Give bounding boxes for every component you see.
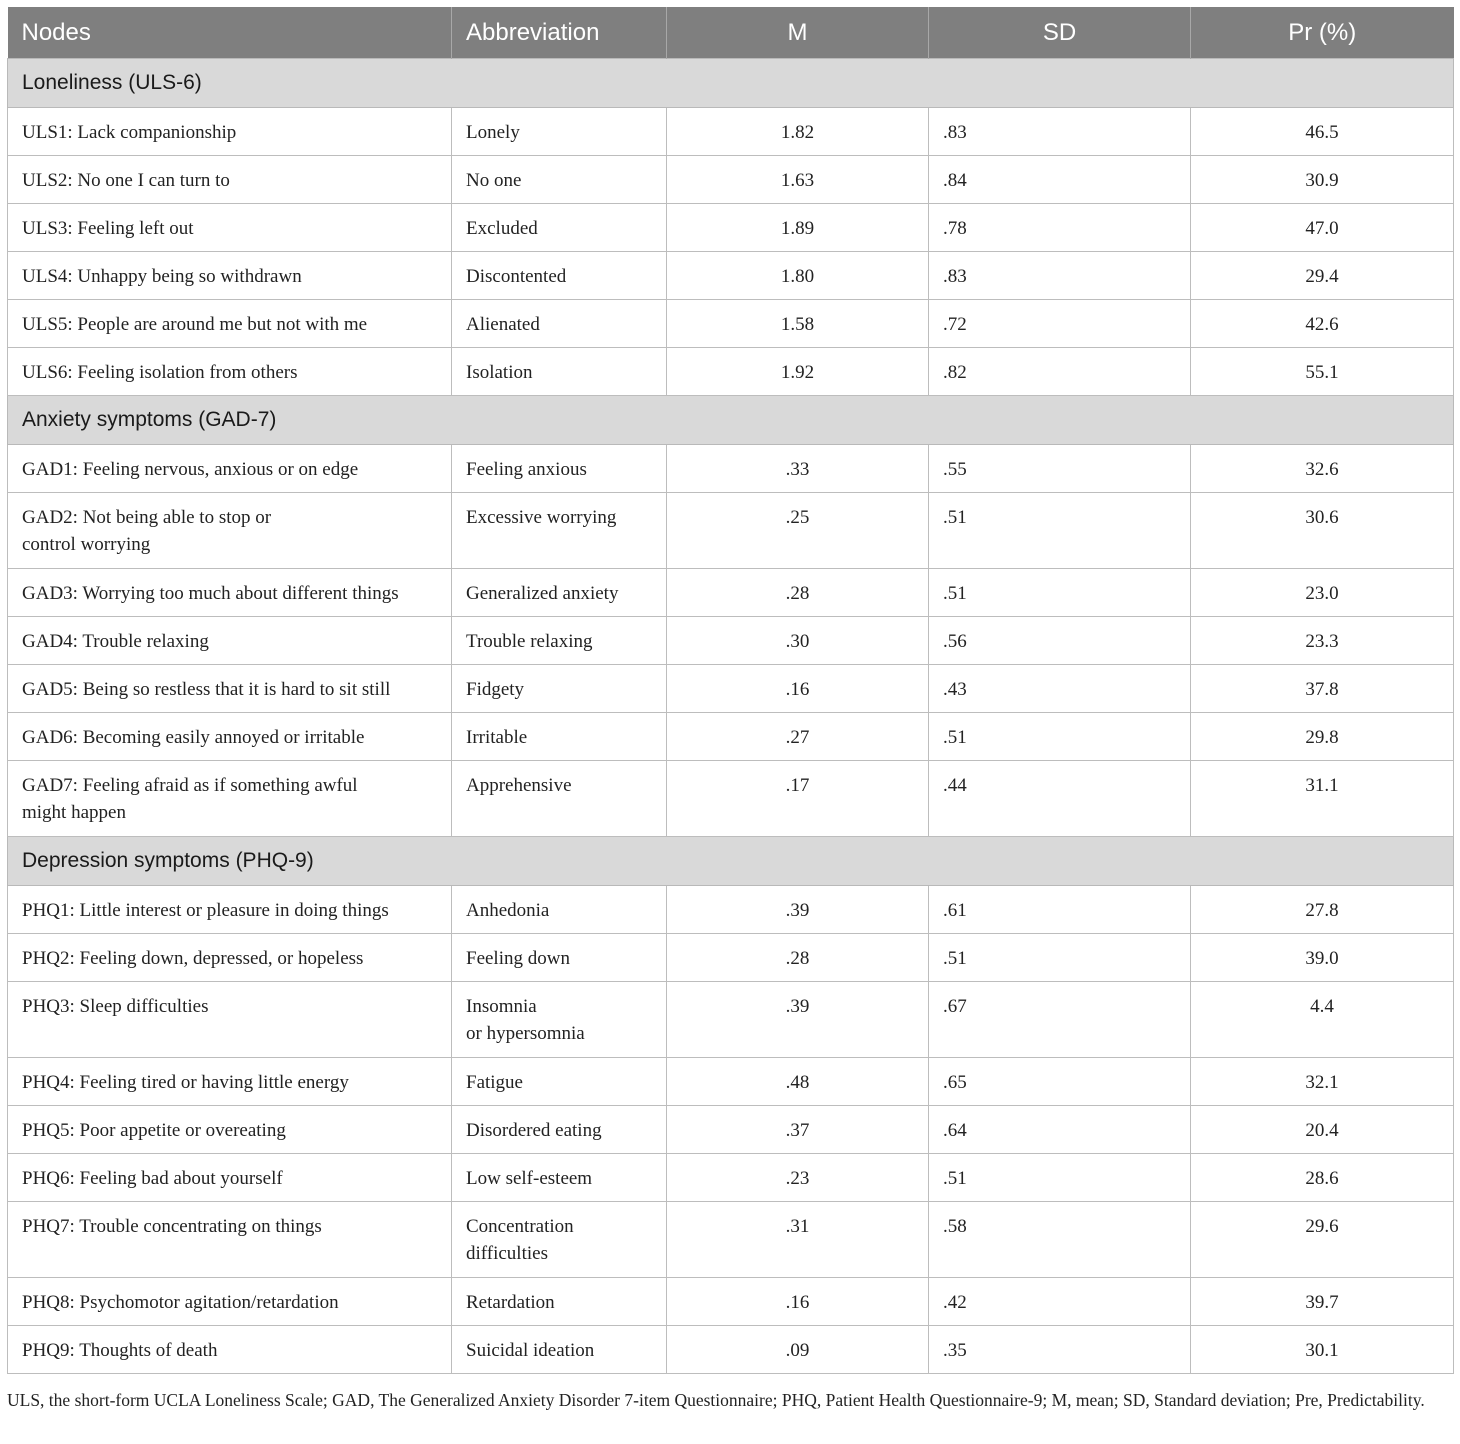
cell-abbreviation: Apprehensive [452, 761, 667, 837]
table-row [8, 982, 1454, 1058]
cell-node: ULS3: Feeling left out [8, 204, 452, 252]
table-row [8, 204, 1454, 252]
cell-predictability: 23.3 [1191, 617, 1454, 665]
cell-abbreviation: Excluded [452, 204, 667, 252]
cell-predictability: 55.1 [1191, 348, 1454, 396]
cell-sd: .51 [929, 713, 1191, 761]
cell-mean: .39 [667, 886, 929, 934]
cell-node: GAD5: Being so restless that it is hard to sit still [8, 665, 452, 713]
cell-node: PHQ8: Psychomotor agitation/retardation [8, 1278, 452, 1326]
cell-abbreviation: Insomnia or hypersomnia [452, 982, 667, 1058]
table-row [8, 1326, 1454, 1374]
cell-predictability: 29.4 [1191, 252, 1454, 300]
column-header-nodes: Nodes [8, 7, 452, 59]
cell-node: GAD3: Worrying too much about different things [8, 569, 452, 617]
cell-sd: .61 [929, 886, 1191, 934]
cell-node: PHQ6: Feeling bad about yourself [8, 1154, 452, 1202]
cell-abbreviation: Generalized anxiety [452, 569, 667, 617]
table-row [8, 761, 1454, 837]
cell-predictability: 29.8 [1191, 713, 1454, 761]
cell-mean: 1.82 [667, 108, 929, 156]
cell-predictability: 39.7 [1191, 1278, 1454, 1326]
cell-abbreviation: Isolation [452, 348, 667, 396]
table-row [8, 1202, 1454, 1278]
column-header-sd: SD [929, 7, 1191, 59]
cell-sd: .83 [929, 252, 1191, 300]
table-row [8, 1106, 1454, 1154]
cell-abbreviation: Trouble relaxing [452, 617, 667, 665]
cell-node: GAD7: Feeling afraid as if something awful might happen [8, 761, 452, 837]
table-row [8, 934, 1454, 982]
cell-sd: .78 [929, 204, 1191, 252]
cell-mean: .48 [667, 1058, 929, 1106]
cell-node: ULS2: No one I can turn to [8, 156, 452, 204]
table-row [8, 348, 1454, 396]
cell-abbreviation: Excessive worrying [452, 493, 667, 569]
cell-predictability: 39.0 [1191, 934, 1454, 982]
descriptive-statistics-table [7, 7, 1454, 1374]
cell-mean: .31 [667, 1202, 929, 1278]
cell-sd: .42 [929, 1278, 1191, 1326]
table-row [8, 569, 1454, 617]
cell-predictability: 20.4 [1191, 1106, 1454, 1154]
cell-abbreviation: Retardation [452, 1278, 667, 1326]
section-title: Anxiety symptoms (GAD-7) [8, 396, 1454, 445]
cell-mean: 1.89 [667, 204, 929, 252]
cell-mean: 1.80 [667, 252, 929, 300]
cell-sd: .51 [929, 1154, 1191, 1202]
section-title: Loneliness (ULS-6) [8, 59, 1454, 108]
cell-predictability: 4.4 [1191, 982, 1454, 1058]
cell-sd: .72 [929, 300, 1191, 348]
table-row [8, 1154, 1454, 1202]
cell-mean: .28 [667, 569, 929, 617]
cell-node: PHQ4: Feeling tired or having little energy [8, 1058, 452, 1106]
cell-sd: .43 [929, 665, 1191, 713]
cell-mean: 1.63 [667, 156, 929, 204]
cell-sd: .56 [929, 617, 1191, 665]
cell-node: PHQ7: Trouble concentrating on things [8, 1202, 452, 1278]
section-title: Depression symptoms (PHQ-9) [8, 837, 1454, 886]
cell-sd: .67 [929, 982, 1191, 1058]
cell-abbreviation: Feeling anxious [452, 445, 667, 493]
table-header [8, 7, 1454, 59]
cell-predictability: 28.6 [1191, 1154, 1454, 1202]
cell-mean: .30 [667, 617, 929, 665]
cell-sd: .64 [929, 1106, 1191, 1154]
column-header-m: M [667, 7, 929, 59]
cell-sd: .55 [929, 445, 1191, 493]
cell-node: PHQ9: Thoughts of death [8, 1326, 452, 1374]
cell-predictability: 42.6 [1191, 300, 1454, 348]
cell-sd: .44 [929, 761, 1191, 837]
table-row [8, 108, 1454, 156]
column-header-abbreviation: Abbreviation [452, 7, 667, 59]
cell-abbreviation: Irritable [452, 713, 667, 761]
cell-sd: .83 [929, 108, 1191, 156]
cell-predictability: 47.0 [1191, 204, 1454, 252]
cell-predictability: 23.0 [1191, 569, 1454, 617]
table-row [8, 156, 1454, 204]
cell-abbreviation: Discontented [452, 252, 667, 300]
table-row [8, 493, 1454, 569]
cell-mean: .33 [667, 445, 929, 493]
cell-abbreviation: Alienated [452, 300, 667, 348]
cell-sd: .82 [929, 348, 1191, 396]
cell-abbreviation: Lonely [452, 108, 667, 156]
cell-abbreviation: Disordered eating [452, 1106, 667, 1154]
cell-sd: .65 [929, 1058, 1191, 1106]
cell-abbreviation: Fidgety [452, 665, 667, 713]
table-row [8, 1278, 1454, 1326]
cell-predictability: 46.5 [1191, 108, 1454, 156]
table-footnote: ULS, the short-form UCLA Loneliness Scale; GAD, The Generalized Anxiety Disorder 7-item Questionnaire; PHQ, Patient Health Questionnaire-9; M, mean; SD, Standard deviation; Pre, Predictability. [7, 1390, 1425, 1410]
table-row [8, 665, 1454, 713]
cell-node: ULS1: Lack companionship [8, 108, 452, 156]
cell-node: ULS5: People are around me but not with me [8, 300, 452, 348]
cell-node: ULS6: Feeling isolation from others [8, 348, 452, 396]
cell-predictability: 27.8 [1191, 886, 1454, 934]
column-header-pr: Pr (%) [1191, 7, 1454, 59]
cell-node: PHQ1: Little interest or pleasure in doing things [8, 886, 452, 934]
cell-mean: .23 [667, 1154, 929, 1202]
cell-predictability: 30.1 [1191, 1326, 1454, 1374]
table-body [8, 59, 1454, 1374]
cell-mean: .39 [667, 982, 929, 1058]
section-header-row [8, 837, 1454, 886]
cell-predictability: 32.1 [1191, 1058, 1454, 1106]
cell-mean: .27 [667, 713, 929, 761]
cell-node: PHQ5: Poor appetite or overeating [8, 1106, 452, 1154]
header-row [8, 7, 1454, 59]
cell-abbreviation: Fatigue [452, 1058, 667, 1106]
table-container [7, 7, 1453, 1374]
cell-mean: .16 [667, 665, 929, 713]
cell-node: GAD1: Feeling nervous, anxious or on edge [8, 445, 452, 493]
cell-mean: .17 [667, 761, 929, 837]
cell-predictability: 32.6 [1191, 445, 1454, 493]
cell-predictability: 29.6 [1191, 1202, 1454, 1278]
table-row [8, 713, 1454, 761]
cell-sd: .58 [929, 1202, 1191, 1278]
cell-abbreviation: Low self-esteem [452, 1154, 667, 1202]
cell-mean: .28 [667, 934, 929, 982]
cell-sd: .51 [929, 569, 1191, 617]
cell-abbreviation: Feeling down [452, 934, 667, 982]
cell-mean: 1.92 [667, 348, 929, 396]
cell-abbreviation: Suicidal ideation [452, 1326, 667, 1374]
section-header-row [8, 59, 1454, 108]
cell-abbreviation: No one [452, 156, 667, 204]
cell-sd: .51 [929, 934, 1191, 982]
cell-node: ULS4: Unhappy being so withdrawn [8, 252, 452, 300]
cell-node: GAD2: Not being able to stop or control worrying [8, 493, 452, 569]
cell-predictability: 30.9 [1191, 156, 1454, 204]
cell-node: PHQ3: Sleep difficulties [8, 982, 452, 1058]
section-header-row [8, 396, 1454, 445]
cell-abbreviation: Anhedonia [452, 886, 667, 934]
table-row [8, 1058, 1454, 1106]
cell-node: PHQ2: Feeling down, depressed, or hopeless [8, 934, 452, 982]
table-row [8, 617, 1454, 665]
cell-mean: .37 [667, 1106, 929, 1154]
cell-sd: .51 [929, 493, 1191, 569]
cell-predictability: 31.1 [1191, 761, 1454, 837]
cell-mean: .09 [667, 1326, 929, 1374]
cell-mean: .16 [667, 1278, 929, 1326]
table-row [8, 886, 1454, 934]
cell-predictability: 30.6 [1191, 493, 1454, 569]
cell-sd: .84 [929, 156, 1191, 204]
cell-abbreviation: Concentration difficulties [452, 1202, 667, 1278]
table-row [8, 300, 1454, 348]
table-row [8, 445, 1454, 493]
cell-sd: .35 [929, 1326, 1191, 1374]
cell-node: GAD6: Becoming easily annoyed or irritable [8, 713, 452, 761]
table-row [8, 252, 1454, 300]
cell-predictability: 37.8 [1191, 665, 1454, 713]
cell-mean: .25 [667, 493, 929, 569]
cell-mean: 1.58 [667, 300, 929, 348]
cell-node: GAD4: Trouble relaxing [8, 617, 452, 665]
